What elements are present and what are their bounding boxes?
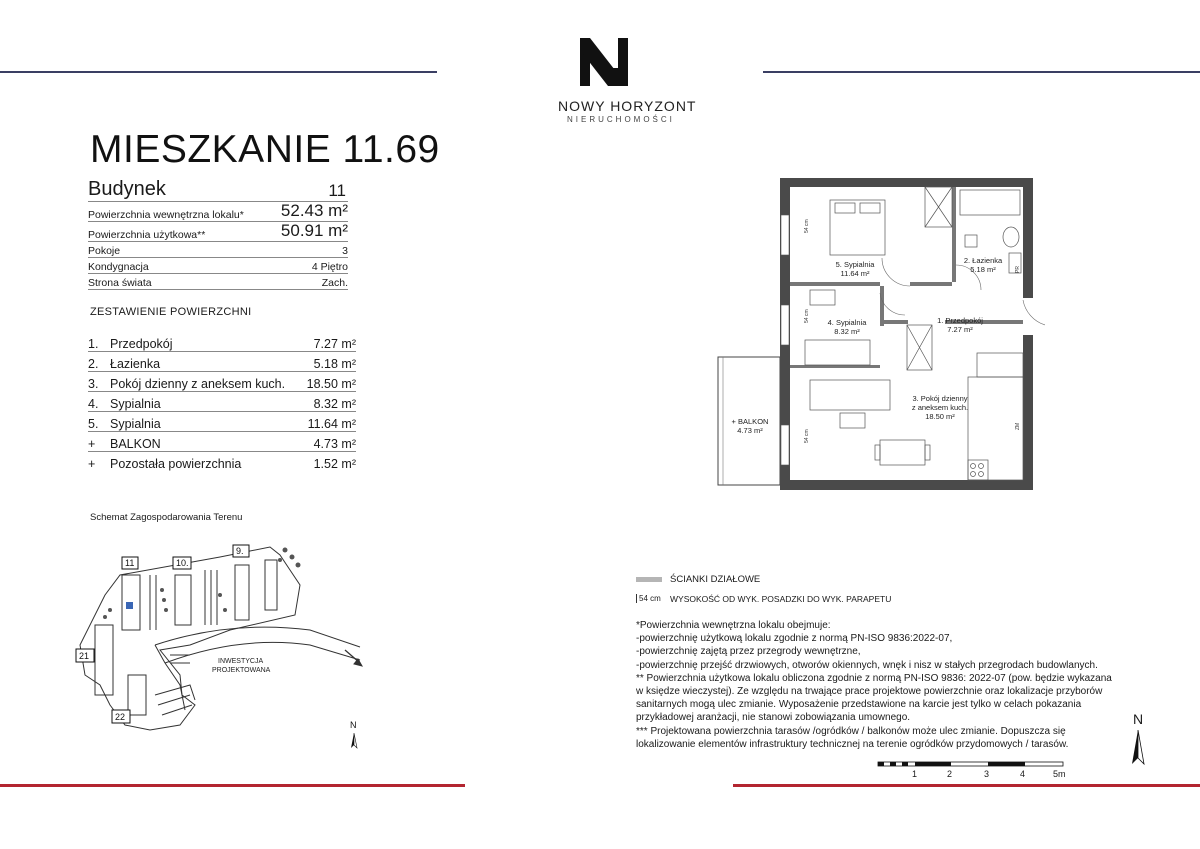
site-building-label: 11 bbox=[125, 558, 135, 568]
fp-sill-label: 54 cm bbox=[804, 219, 810, 233]
site-plan bbox=[70, 535, 390, 765]
fp-room-label: + BALKON bbox=[731, 417, 769, 426]
info-label: Strona świata bbox=[88, 277, 152, 289]
info-row-usable-area bbox=[88, 221, 348, 242]
list-item: + BALKON 4.73 m² bbox=[88, 432, 356, 452]
fp-room-label: z aneksem kuch. bbox=[911, 403, 969, 412]
note-line: sanitarnych mogą ulec zmianie. Wyposażenie przedstawione na karcie jest tylko w celach pokazania bbox=[636, 699, 1082, 711]
rooms-heading: ZESTAWIENIE POWIERZCHNI bbox=[90, 306, 252, 318]
fp-room-label: 3. Pokój dzienny bbox=[912, 394, 968, 403]
north-arrow-icon bbox=[1130, 730, 1146, 766]
fp-room-label: 4.73 m² bbox=[737, 426, 763, 435]
scale-label: 5m bbox=[1053, 769, 1066, 779]
site-building-label: 21 bbox=[79, 651, 90, 661]
list-item: 1. Przedpokój 7.27 m² bbox=[88, 332, 356, 352]
info-label: Powierzchnia użytkowa** bbox=[88, 229, 206, 241]
building-row bbox=[88, 177, 348, 202]
list-item: 5. Sypialnia 11.64 m² bbox=[88, 412, 356, 432]
fp-room-label: 5.18 m² bbox=[970, 265, 996, 274]
brand-logo bbox=[578, 38, 642, 88]
note-line: -powierzchnię zajętą przez przegrody wewnętrzne, bbox=[636, 646, 861, 658]
site-building-label: 9. bbox=[236, 546, 244, 556]
svg-text:N: N bbox=[350, 720, 357, 730]
fp-appliance-label: ZM bbox=[1015, 422, 1021, 430]
info-row-floor bbox=[88, 257, 348, 274]
road-label: INWESTYCJA bbox=[218, 658, 264, 665]
site-north-arrow bbox=[350, 720, 357, 748]
note-line: przykładowej aranżacji, nie stanowi zobowiązania umownego. bbox=[636, 712, 911, 724]
info-row-internal-area bbox=[88, 201, 348, 222]
top-rule-right bbox=[763, 71, 1200, 73]
page-title: MIESZKANIE 11.69 bbox=[90, 128, 440, 171]
note-line: w księdze wieczystej). Ze względu na trwające prace projektowe powierzchnie oraz lokalizacje przyborów bbox=[636, 686, 1103, 698]
building-value: 11 bbox=[328, 181, 346, 200]
info-label: Kondygnacja bbox=[88, 261, 149, 273]
building-label: Budynek bbox=[88, 178, 166, 200]
note-line: *** Projektowana powierzchnia tarasów /ogródków / balkonów może ulec zmianie. Dopuszcza się bbox=[636, 725, 1066, 737]
list-item: + Pozostała powierzchnia 1.52 m² bbox=[88, 457, 356, 471]
floor-plan bbox=[715, 175, 1045, 495]
fp-sill-label: 54 cm bbox=[804, 309, 810, 323]
info-value: 52.43 m² bbox=[280, 201, 348, 220]
fp-room-label: 5. Sypialnia bbox=[835, 260, 875, 269]
brand-name: NOWY HORYZONT bbox=[558, 98, 697, 114]
site-building-label: 22 bbox=[115, 712, 126, 722]
note-line: lokalizowanie elementów infrastruktury technicznej na terenie ogródków przydomowych / tarasów. bbox=[636, 738, 1069, 750]
site-building-label: 10. bbox=[176, 558, 189, 568]
scale-label: 3 bbox=[984, 769, 990, 779]
scale-bar bbox=[877, 760, 1067, 770]
fp-room-label: 18.50 m² bbox=[925, 412, 955, 421]
info-label: Powierzchnia wewnętrzna lokalu* bbox=[88, 209, 244, 221]
list-item: 4. Sypialnia 8.32 m² bbox=[88, 392, 356, 412]
info-row-orientation bbox=[88, 273, 348, 290]
fp-appliance-label: PR bbox=[1015, 266, 1021, 273]
info-value: 4 Piętro bbox=[311, 261, 348, 273]
list-item: 2. Łazienka 5.18 m² bbox=[88, 352, 356, 372]
bottom-rule-right bbox=[733, 784, 1200, 787]
brand-subtitle: NIERUCHOMOŚCI bbox=[567, 115, 675, 124]
note-line: -powierzchnię użytkową lokalu zgodnie z normą PN-ISO 9836:2022-07, bbox=[636, 633, 953, 645]
note-line: -powierzchnię przejść drzwiowych, otworów okiennych, wnęk i nisz w stałych przegrodach budowlanych. bbox=[636, 659, 1098, 671]
bottom-rule-left bbox=[0, 784, 465, 787]
info-value: 3 bbox=[342, 245, 348, 257]
fp-sill-label: 54 cm bbox=[804, 429, 810, 443]
legend-sill-text: WYSOKOŚĆ OD WYK. POSADZKI DO WYK. PARAPETU bbox=[670, 594, 892, 604]
info-row-rooms bbox=[88, 241, 348, 258]
north-label: N bbox=[1133, 711, 1144, 727]
rooms-list bbox=[88, 332, 356, 471]
fp-room-label: 8.32 m² bbox=[834, 327, 860, 336]
fp-room-label: 4. Sypialnia bbox=[827, 318, 867, 327]
site-plan-title: Schemat Zagospodarowania Terenu bbox=[90, 512, 243, 523]
road-label: PROJEKTOWANA bbox=[212, 667, 271, 674]
info-label: Pokoje bbox=[88, 245, 121, 257]
fp-room-label: 7.27 m² bbox=[947, 325, 973, 334]
top-rule-left bbox=[0, 71, 437, 73]
note-line: ** Powierzchnia użytkowa lokalu obliczona zgodnie z normą PN-ISO 9836: 2022-07 (pow. będzie wykazana bbox=[636, 672, 1112, 684]
fp-room-label: 1. Przedpokój bbox=[937, 316, 983, 325]
notes bbox=[636, 619, 1112, 751]
list-item: 3. Pokój dzienny z aneksem kuch. 18.50 m² bbox=[88, 372, 356, 392]
legend-walls: ŚCIANKI DZIAŁOWE bbox=[670, 574, 761, 585]
scale-label: 4 bbox=[1020, 769, 1026, 779]
fp-room-area: 11.64 m² bbox=[840, 269, 870, 278]
scale-label: 2 bbox=[947, 769, 953, 779]
legend-wall-swatch bbox=[636, 577, 662, 582]
fp-room-label: 2. Łazienka bbox=[963, 256, 1003, 265]
info-value: Zach. bbox=[321, 277, 348, 289]
note-line: *Powierzchnia wewnętrzna lokalu obejmuje: bbox=[636, 620, 831, 631]
info-value: 50.91 m² bbox=[280, 221, 348, 240]
legend-sill-value: 54 cm bbox=[636, 594, 661, 603]
scale-label: 1 bbox=[912, 769, 918, 779]
